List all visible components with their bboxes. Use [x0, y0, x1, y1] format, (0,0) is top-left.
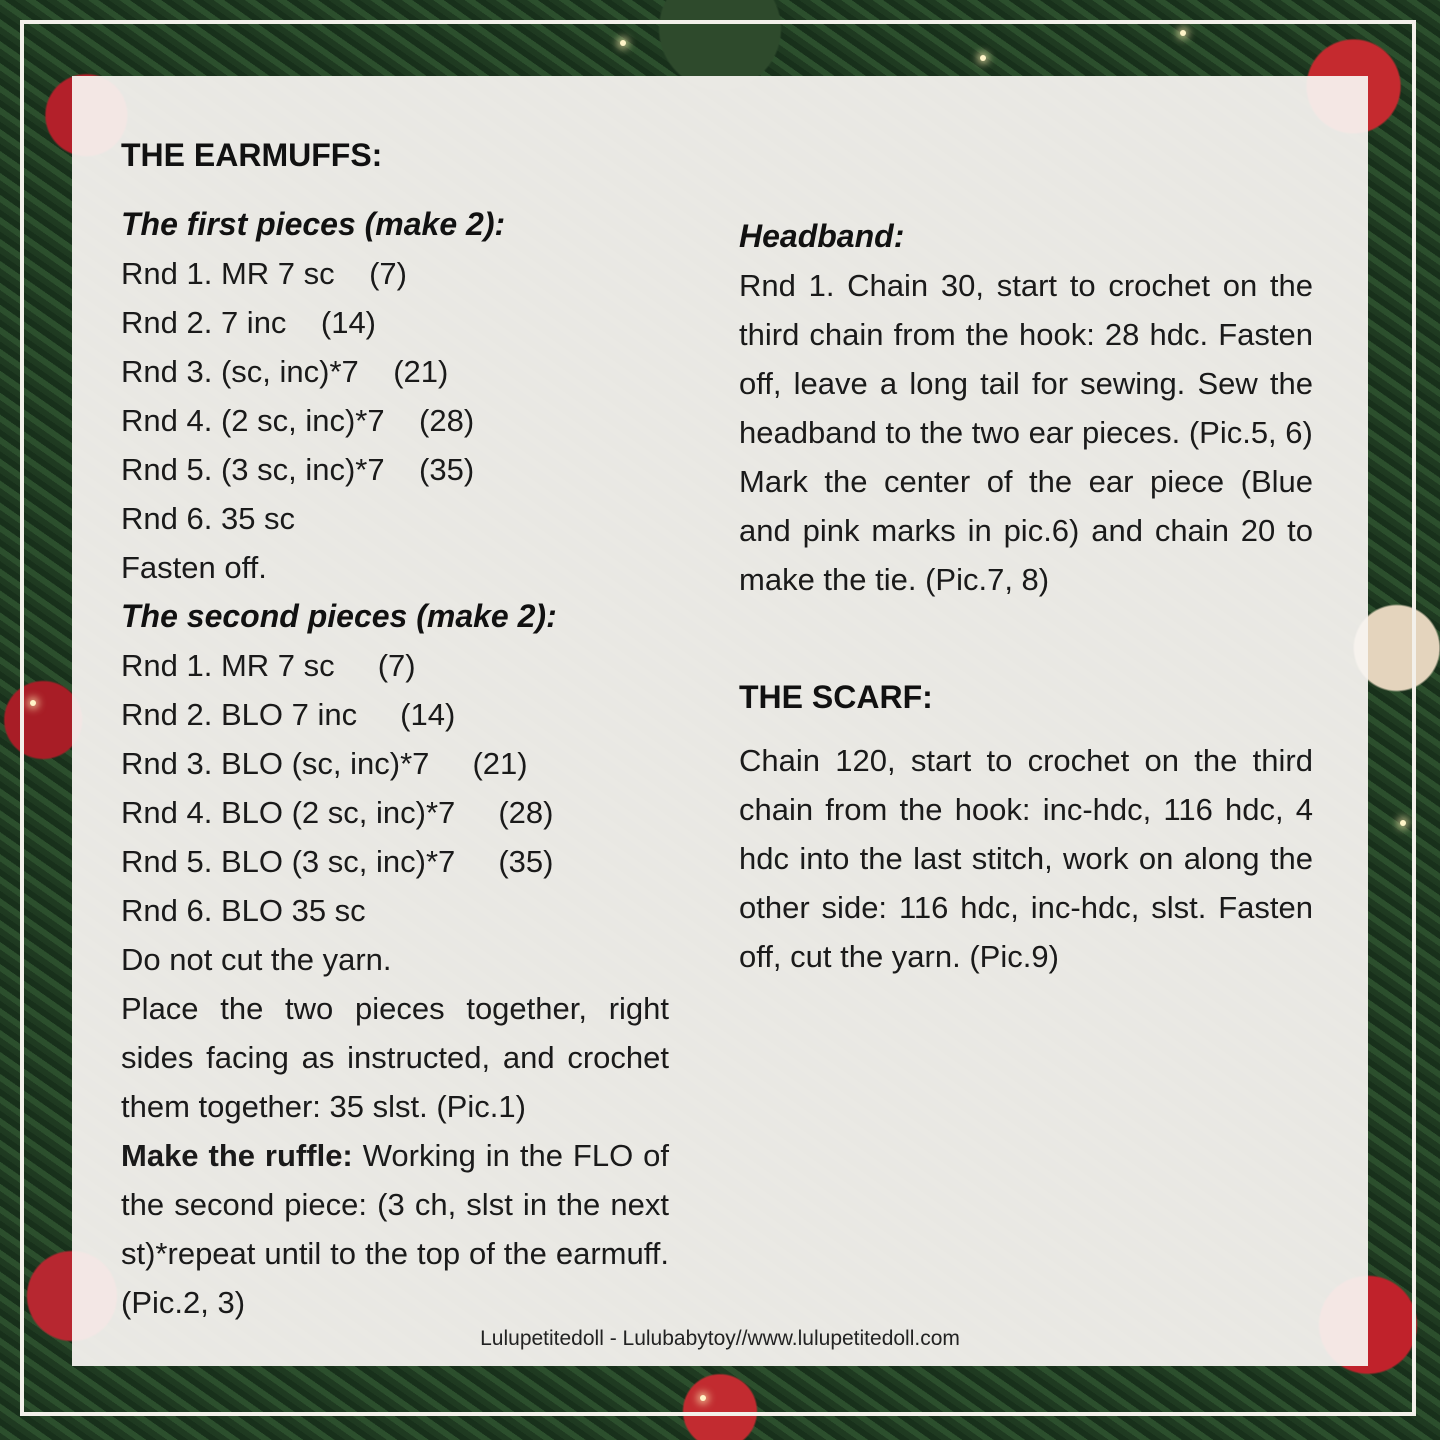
headband-heading: Headband: — [739, 218, 905, 254]
ruffle-label: Make the ruffle: — [121, 1138, 353, 1173]
scarf-title: THE SCARF: — [739, 679, 933, 715]
scarf-text: Chain 120, start to crochet on the third chain from the hook: inc-hdc, 116 hdc, 4 hdc into the last stitch, work on along the other side: 116 hdc, inc-hdc, slst. Fasten off, cut the yarn. (Pic.9) — [739, 743, 1313, 974]
sparkle-light — [700, 1395, 706, 1401]
round-line: Do not cut the yarn. — [121, 942, 392, 977]
ruffle-paragraph — [121, 1131, 669, 1327]
round-line: Rnd 6. 35 sc — [121, 501, 296, 536]
headband-tie-text: Mark the center of the ear piece (Blue and pink marks in pic.6) and chain 20 to make the tie. (Pic.7, 8) — [739, 464, 1313, 597]
place-pieces-text: Place the two pieces together, right sides facing as instructed, and crochet them together: 35 slst. (Pic.1) — [121, 991, 669, 1124]
sparkle-light — [620, 40, 626, 46]
round-line: Rnd 2. BLO 7 inc (14) — [121, 697, 456, 732]
round-line: Rnd 3. (sc, inc)*7 (21) — [121, 354, 449, 389]
ruffle-text: Working in the FLO of the second piece: (3 ch, slst in the next st)*repeat until to the top of the earmuff. (Pic.2, 3) — [121, 1138, 669, 1320]
sparkle-light — [1180, 30, 1186, 36]
round-line: Rnd 2. 7 inc (14) — [121, 305, 377, 340]
headband-text: Rnd 1. Chain 30, start to crochet on the third chain from the hook: 28 hdc. Fasten off, leave a long tail for sewing. Sew the headband to the two ear pieces. (Pic.5, 6) — [739, 268, 1313, 450]
first-pieces-heading: The first pieces (make 2): — [121, 206, 506, 242]
round-line: Rnd 4. BLO (2 sc, inc)*7 (28) — [121, 795, 554, 830]
headband-scarf-section — [739, 212, 1313, 981]
round-line: Rnd 4. (2 sc, inc)*7 (28) — [121, 403, 475, 438]
round-line: Rnd 6. BLO 35 sc — [121, 893, 366, 928]
round-line: Fasten off. — [121, 550, 267, 585]
round-line: Rnd 1. MR 7 sc (7) — [121, 256, 407, 291]
earmuffs-section — [121, 126, 669, 1327]
round-line: Rnd 5. (3 sc, inc)*7 (35) — [121, 452, 475, 487]
round-line: Rnd 3. BLO (sc, inc)*7 (21) — [121, 746, 528, 781]
footer-credit: Lulupetitedoll - Lulubabytoy//www.lulupetitedoll.com — [480, 1327, 960, 1350]
round-line: Rnd 1. MR 7 sc (7) — [121, 648, 416, 683]
sparkle-light — [30, 700, 36, 706]
round-line: Rnd 5. BLO (3 sc, inc)*7 (35) — [121, 844, 554, 879]
sparkle-light — [1400, 820, 1406, 826]
second-pieces-heading: The second pieces (make 2): — [121, 598, 557, 634]
sparkle-light — [980, 55, 986, 61]
earmuffs-title: THE EARMUFFS: — [121, 137, 383, 173]
